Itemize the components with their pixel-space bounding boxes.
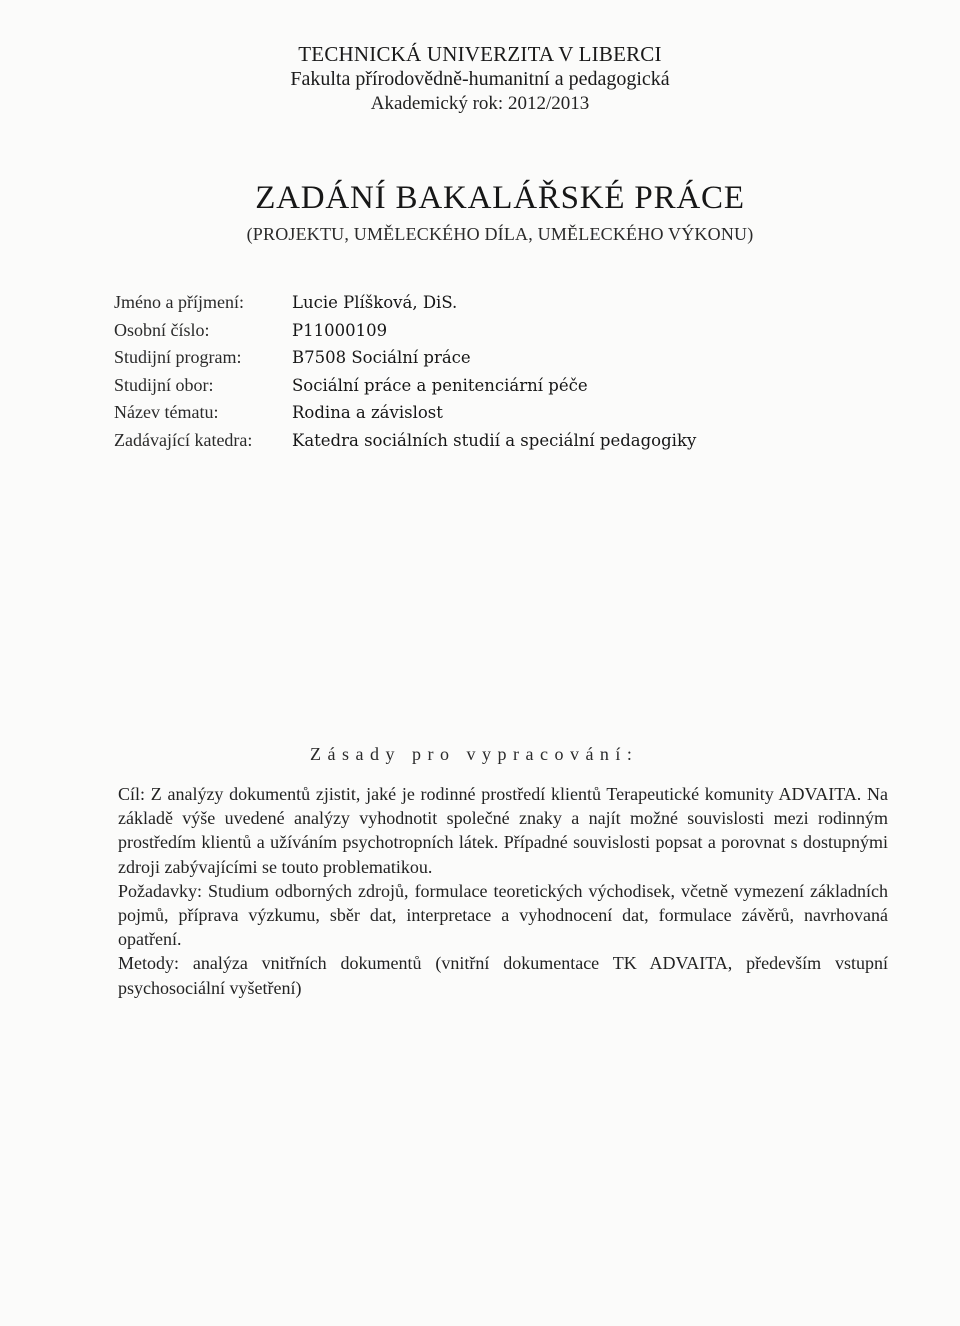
info-value: Rodina a závislost [292, 403, 443, 422]
info-label: Osobní číslo: [114, 319, 210, 340]
info-value: Lucie Plíšková, DiS. [292, 293, 458, 312]
info-row-department [114, 430, 696, 458]
academic-year: Akademický rok: 2012/2013 [370, 93, 590, 114]
paragraph-methods: Metody: analýza vnitřních dokumentů (vnitřní dokumentace TK ADVAITA, především vstupní psychosociální vyšetření) [118, 953, 888, 998]
faculty-name: Fakulta přírodovědně-humanitní a pedagogická [290, 68, 670, 90]
assignment-text [118, 782, 888, 1000]
info-label: Zadávající katedra: [114, 429, 253, 450]
info-row-study-field [114, 375, 696, 403]
info-label: Studijní program: [114, 347, 242, 367]
document-title: ZADÁNÍ BAKALÁŘSKÉ PRÁCE [255, 180, 745, 216]
info-value: B7508 Sociální práce [292, 348, 471, 367]
info-row-name [114, 292, 696, 320]
student-info-table [114, 292, 696, 457]
info-row-study-program [114, 347, 696, 375]
document-subtitle: (PROJEKTU, UMĚLECKÉHO DÍLA, UMĚLECKÉHO VÝKONU) [246, 224, 754, 244]
info-row-personal-number [114, 320, 696, 348]
info-label: Jméno a příjmení: [114, 292, 244, 312]
info-label: Název tématu: [114, 402, 219, 422]
university-name: TECHNICKÁ UNIVERZITA V LIBERCI [298, 42, 662, 66]
principles-heading: Zásady pro vypracování: [310, 744, 639, 764]
info-row-topic [114, 402, 696, 430]
paragraph-requirements: Požadavky: Studium odborných zdrojů, formulace teoretických východisek, včetně vymezení základních pojmů, příprava výzkumu, sběr dat, interpretace a vyhodnocení dat, formulace závěrů, navrhovaná opatření. [118, 880, 888, 950]
info-label: Studijní obor: [114, 374, 214, 395]
info-value: P11000109 [292, 320, 388, 340]
paragraph-goal: Cíl: Z analýzy dokumentů zjistit, jaké je rodinné prostředí klientů Terapeutické komunity ADVAITA. Na základě výše uvedené analýzy vyhodnotit společné znaky a najít možné souvislosti mezi rodinným prostředím klientů a užíváním psychotropních látek. Případné souvislosti popsat a porovnat s dostupnými zdroji zabývajícími se touto problematikou. [118, 784, 888, 877]
info-value: Katedra sociálních studií a speciální pedagogiky [292, 430, 697, 450]
info-value: Sociální práce a penitenciární péče [292, 375, 588, 395]
